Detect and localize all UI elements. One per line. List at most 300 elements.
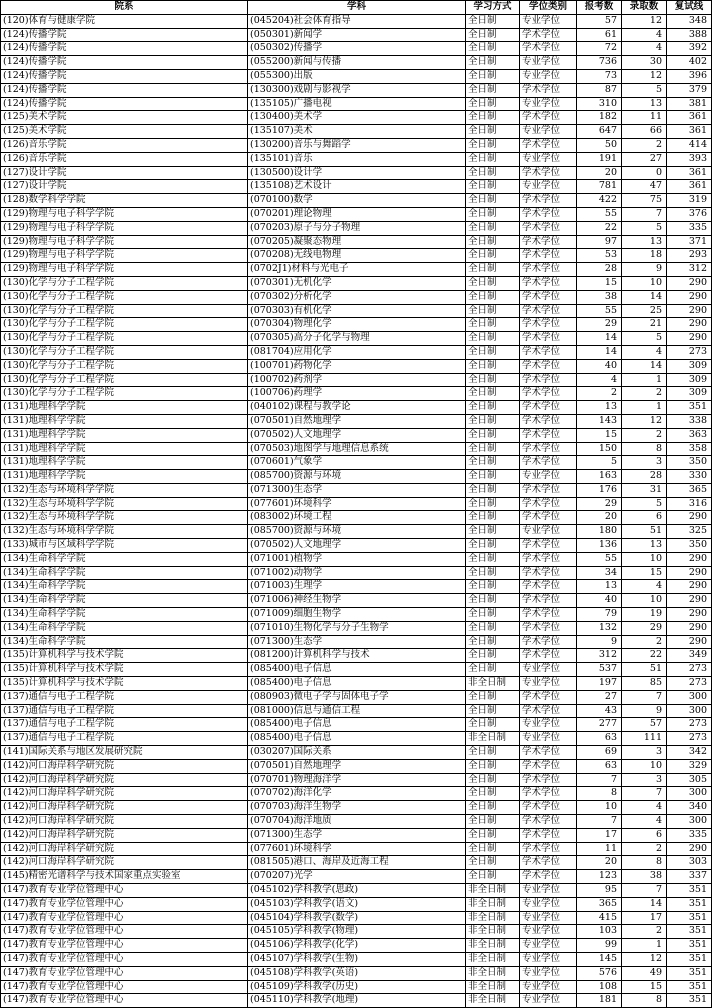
cell-cutoff: 402 [667, 56, 712, 70]
cell-department: (147)教育专业学位管理中心 [1, 911, 248, 925]
cell-applicants: 365 [577, 897, 622, 911]
cell-admitted: 10 [622, 594, 667, 608]
cell-cutoff: 351 [667, 897, 712, 911]
cell-study-mode: 全日制 [466, 594, 520, 608]
cell-subject: (071300)生态学 [248, 483, 466, 497]
cell-subject: (071001)植物学 [248, 552, 466, 566]
cell-admitted: 22 [622, 649, 667, 663]
table-row [1, 746, 712, 760]
cell-applicants: 97 [577, 235, 622, 249]
cell-subject: (070503)地图学与地理信息系统 [248, 442, 466, 456]
cell-admitted: 4 [622, 580, 667, 594]
cell-cutoff: 350 [667, 539, 712, 553]
cell-applicants: 99 [577, 939, 622, 953]
cell-subject: (135108)艺术设计 [248, 180, 466, 194]
table-row [1, 152, 712, 166]
cell-cutoff: 309 [667, 387, 712, 401]
cell-subject: (070502)人文地理学 [248, 428, 466, 442]
cell-applicants: 50 [577, 138, 622, 152]
cell-applicants: 176 [577, 483, 622, 497]
cell-department: (147)教育专业学位管理中心 [1, 952, 248, 966]
cell-subject: (130200)音乐与舞蹈学 [248, 138, 466, 152]
cell-degree-type: 学术学位 [520, 207, 577, 221]
cell-study-mode: 全日制 [466, 497, 520, 511]
cell-department: (129)物理与电子科学学院 [1, 235, 248, 249]
cell-applicants: 123 [577, 870, 622, 884]
cell-subject: (045107)学科教学(生物) [248, 952, 466, 966]
cell-degree-type: 学术学位 [520, 276, 577, 290]
cell-cutoff: 351 [667, 966, 712, 980]
cell-study-mode: 全日制 [466, 290, 520, 304]
cell-degree-type: 学术学位 [520, 608, 577, 622]
cell-admitted: 5 [622, 332, 667, 346]
cell-study-mode: 全日制 [466, 649, 520, 663]
cell-subject: (071002)动物学 [248, 566, 466, 580]
cell-admitted: 30 [622, 56, 667, 70]
cell-study-mode: 全日制 [466, 566, 520, 580]
cell-study-mode: 全日制 [466, 125, 520, 139]
cell-applicants: 422 [577, 194, 622, 208]
cell-cutoff: 319 [667, 194, 712, 208]
cell-subject: (070601)气象学 [248, 456, 466, 470]
cell-admitted: 47 [622, 180, 667, 194]
table-row [1, 635, 712, 649]
cell-subject: (070702)海洋化学 [248, 787, 466, 801]
cell-subject: (055200)新闻与传播 [248, 56, 466, 70]
table-row [1, 552, 712, 566]
cell-admitted: 2 [622, 842, 667, 856]
cell-applicants: 40 [577, 359, 622, 373]
table-row [1, 373, 712, 387]
cell-applicants: 576 [577, 966, 622, 980]
cell-cutoff: 290 [667, 566, 712, 580]
cell-admitted: 17 [622, 911, 667, 925]
cell-study-mode: 全日制 [466, 511, 520, 525]
table-row [1, 732, 712, 746]
cell-degree-type: 学术学位 [520, 166, 577, 180]
cell-degree-type: 专业学位 [520, 994, 577, 1008]
cell-degree-type: 专业学位 [520, 911, 577, 925]
table-row [1, 249, 712, 263]
cell-degree-type: 学术学位 [520, 111, 577, 125]
cell-applicants: 5 [577, 456, 622, 470]
table-row [1, 759, 712, 773]
table-row [1, 787, 712, 801]
cell-admitted: 13 [622, 539, 667, 553]
cell-admitted: 57 [622, 718, 667, 732]
header-admitted: 录取数 [622, 1, 667, 15]
table-row [1, 704, 712, 718]
table-row [1, 539, 712, 553]
cell-cutoff: 329 [667, 759, 712, 773]
cell-degree-type: 学术学位 [520, 704, 577, 718]
cell-admitted: 2 [622, 387, 667, 401]
cell-cutoff: 335 [667, 221, 712, 235]
cell-applicants: 73 [577, 69, 622, 83]
cell-admitted: 7 [622, 787, 667, 801]
cell-cutoff: 290 [667, 552, 712, 566]
cell-degree-type: 学术学位 [520, 649, 577, 663]
cell-admitted: 85 [622, 677, 667, 691]
cell-applicants: 20 [577, 511, 622, 525]
cell-department: (130)化学与分子工程学院 [1, 276, 248, 290]
cell-cutoff: 273 [667, 677, 712, 691]
cell-applicants: 11 [577, 842, 622, 856]
cell-degree-type: 学术学位 [520, 621, 577, 635]
cell-department: (147)教育专业学位管理中心 [1, 980, 248, 994]
cell-admitted: 66 [622, 125, 667, 139]
cell-department: (134)生命科学学院 [1, 621, 248, 635]
cell-subject: (070100)数学 [248, 194, 466, 208]
cell-subject: (045109)学科教学(历史) [248, 980, 466, 994]
cell-study-mode: 非全日制 [466, 966, 520, 980]
table-row [1, 828, 712, 842]
cell-admitted: 7 [622, 884, 667, 898]
cell-degree-type: 专业学位 [520, 14, 577, 28]
cell-degree-type: 学术学位 [520, 842, 577, 856]
cell-subject: (070701)物理海洋学 [248, 773, 466, 787]
cell-applicants: 29 [577, 497, 622, 511]
cell-degree-type: 学术学位 [520, 373, 577, 387]
cell-admitted: 4 [622, 42, 667, 56]
cell-department: (130)化学与分子工程学院 [1, 387, 248, 401]
cell-degree-type: 专业学位 [520, 470, 577, 484]
cell-study-mode: 全日制 [466, 815, 520, 829]
cell-department: (131)地理科学学院 [1, 456, 248, 470]
cell-degree-type: 学术学位 [520, 580, 577, 594]
table-row [1, 83, 712, 97]
cell-cutoff: 371 [667, 235, 712, 249]
cell-cutoff: 381 [667, 97, 712, 111]
cell-study-mode: 全日制 [466, 635, 520, 649]
cell-cutoff: 300 [667, 690, 712, 704]
table-row [1, 414, 712, 428]
cell-degree-type: 学术学位 [520, 221, 577, 235]
cell-applicants: 647 [577, 125, 622, 139]
cell-degree-type: 专业学位 [520, 69, 577, 83]
cell-subject: (135105)广播电视 [248, 97, 466, 111]
cell-study-mode: 全日制 [466, 304, 520, 318]
cell-subject: (130500)设计学 [248, 166, 466, 180]
table-row [1, 318, 712, 332]
cell-admitted: 3 [622, 456, 667, 470]
cell-degree-type: 学术学位 [520, 442, 577, 456]
cell-study-mode: 非全日制 [466, 677, 520, 691]
cell-cutoff: 342 [667, 746, 712, 760]
cell-cutoff: 305 [667, 773, 712, 787]
cell-degree-type: 专业学位 [520, 732, 577, 746]
cell-cutoff: 363 [667, 428, 712, 442]
cell-degree-type: 专业学位 [520, 677, 577, 691]
table-row [1, 456, 712, 470]
cell-degree-type: 专业学位 [520, 663, 577, 677]
cell-cutoff: 309 [667, 359, 712, 373]
cell-admitted: 5 [622, 497, 667, 511]
cell-applicants: 43 [577, 704, 622, 718]
cell-department: (134)生命科学学院 [1, 580, 248, 594]
cell-cutoff: 376 [667, 207, 712, 221]
cell-study-mode: 非全日制 [466, 925, 520, 939]
cell-applicants: 14 [577, 345, 622, 359]
cell-subject: (071009)细胞生物学 [248, 608, 466, 622]
cell-department: (132)生态与环境科学学院 [1, 497, 248, 511]
cell-applicants: 55 [577, 304, 622, 318]
cell-admitted: 1 [622, 401, 667, 415]
cell-admitted: 10 [622, 759, 667, 773]
cell-cutoff: 338 [667, 414, 712, 428]
cell-degree-type: 学术学位 [520, 746, 577, 760]
cell-degree-type: 专业学位 [520, 925, 577, 939]
cell-degree-type: 学术学位 [520, 138, 577, 152]
cell-study-mode: 全日制 [466, 345, 520, 359]
cell-admitted: 14 [622, 359, 667, 373]
cell-applicants: 38 [577, 290, 622, 304]
cell-degree-type: 专业学位 [520, 884, 577, 898]
cell-degree-type: 学术学位 [520, 304, 577, 318]
cell-degree-type: 学术学位 [520, 773, 577, 787]
cell-admitted: 4 [622, 801, 667, 815]
cell-degree-type: 学术学位 [520, 249, 577, 263]
cell-applicants: 182 [577, 111, 622, 125]
cell-study-mode: 全日制 [466, 414, 520, 428]
table-row [1, 952, 712, 966]
cell-applicants: 277 [577, 718, 622, 732]
cell-study-mode: 全日制 [466, 138, 520, 152]
cell-study-mode: 全日制 [466, 525, 520, 539]
cell-department: (127)设计学院 [1, 166, 248, 180]
cell-study-mode: 全日制 [466, 152, 520, 166]
cell-study-mode: 非全日制 [466, 994, 520, 1008]
cell-degree-type: 学术学位 [520, 332, 577, 346]
cell-study-mode: 全日制 [466, 318, 520, 332]
cell-subject: (050301)新闻学 [248, 28, 466, 42]
cell-admitted: 3 [622, 773, 667, 787]
cell-cutoff: 273 [667, 663, 712, 677]
cell-degree-type: 学术学位 [520, 401, 577, 415]
cell-admitted: 3 [622, 746, 667, 760]
cell-department: (131)地理科学学院 [1, 414, 248, 428]
cell-applicants: 69 [577, 746, 622, 760]
cell-subject: (085400)电子信息 [248, 732, 466, 746]
table-row [1, 649, 712, 663]
cell-applicants: 87 [577, 83, 622, 97]
cell-study-mode: 全日制 [466, 263, 520, 277]
table-row [1, 663, 712, 677]
cell-applicants: 2 [577, 387, 622, 401]
cell-subject: (070704)海洋地质 [248, 815, 466, 829]
cell-study-mode: 全日制 [466, 773, 520, 787]
cell-admitted: 9 [622, 263, 667, 277]
cell-study-mode: 非全日制 [466, 980, 520, 994]
cell-study-mode: 全日制 [466, 401, 520, 415]
cell-cutoff: 361 [667, 125, 712, 139]
cell-study-mode: 全日制 [466, 276, 520, 290]
cell-admitted: 49 [622, 966, 667, 980]
cell-admitted: 19 [622, 608, 667, 622]
cell-applicants: 13 [577, 580, 622, 594]
table-row [1, 594, 712, 608]
cell-applicants: 736 [577, 56, 622, 70]
cell-subject: (070207)光学 [248, 870, 466, 884]
cell-department: (130)化学与分子工程学院 [1, 345, 248, 359]
cell-subject: (135107)美术 [248, 125, 466, 139]
cell-subject: (083002)环境工程 [248, 511, 466, 525]
cell-degree-type: 学术学位 [520, 856, 577, 870]
cell-study-mode: 全日制 [466, 14, 520, 28]
cell-subject: (070203)原子与分子物理 [248, 221, 466, 235]
cell-degree-type: 专业学位 [520, 152, 577, 166]
cell-admitted: 12 [622, 14, 667, 28]
table-row [1, 497, 712, 511]
cell-admitted: 4 [622, 28, 667, 42]
cell-study-mode: 全日制 [466, 28, 520, 42]
cell-study-mode: 全日制 [466, 704, 520, 718]
table-row [1, 608, 712, 622]
table-row [1, 566, 712, 580]
cell-admitted: 13 [622, 235, 667, 249]
cell-cutoff: 290 [667, 511, 712, 525]
cell-applicants: 61 [577, 28, 622, 42]
cell-applicants: 145 [577, 952, 622, 966]
cell-applicants: 20 [577, 856, 622, 870]
cell-cutoff: 348 [667, 14, 712, 28]
table-row [1, 42, 712, 56]
cell-study-mode: 全日制 [466, 621, 520, 635]
cell-subject: (045204)社会体育指导 [248, 14, 466, 28]
cell-cutoff: 392 [667, 42, 712, 56]
cell-study-mode: 全日制 [466, 746, 520, 760]
cell-admitted: 2 [622, 428, 667, 442]
cell-department: (130)化学与分子工程学院 [1, 359, 248, 373]
cell-applicants: 312 [577, 649, 622, 663]
cell-degree-type: 学术学位 [520, 414, 577, 428]
cell-study-mode: 全日制 [466, 56, 520, 70]
cell-department: (124)传播学院 [1, 28, 248, 42]
cell-cutoff: 349 [667, 649, 712, 663]
cell-cutoff: 335 [667, 828, 712, 842]
cell-study-mode: 全日制 [466, 787, 520, 801]
cell-applicants: 55 [577, 207, 622, 221]
cell-degree-type: 学术学位 [520, 345, 577, 359]
cell-department: (131)地理科学学院 [1, 401, 248, 415]
cell-applicants: 143 [577, 414, 622, 428]
cell-department: (142)河口海岸科学研究院 [1, 759, 248, 773]
cell-department: (132)生态与环境科学学院 [1, 483, 248, 497]
table-row [1, 180, 712, 194]
cell-department: (132)生态与环境科学学院 [1, 511, 248, 525]
cell-admitted: 12 [622, 414, 667, 428]
table-row [1, 428, 712, 442]
cell-department: (124)传播学院 [1, 42, 248, 56]
table-row [1, 939, 712, 953]
cell-department: (135)计算机科学与技术学院 [1, 663, 248, 677]
cell-cutoff: 361 [667, 166, 712, 180]
cell-admitted: 12 [622, 952, 667, 966]
cell-subject: (070501)自然地理学 [248, 759, 466, 773]
cell-study-mode: 全日制 [466, 221, 520, 235]
table-row [1, 470, 712, 484]
cell-admitted: 10 [622, 276, 667, 290]
cell-department: (130)化学与分子工程学院 [1, 318, 248, 332]
cell-applicants: 163 [577, 470, 622, 484]
cell-study-mode: 全日制 [466, 801, 520, 815]
cell-degree-type: 学术学位 [520, 828, 577, 842]
cell-study-mode: 全日制 [466, 718, 520, 732]
cell-admitted: 28 [622, 470, 667, 484]
cell-study-mode: 全日制 [466, 870, 520, 884]
cell-applicants: 103 [577, 925, 622, 939]
cell-study-mode: 全日制 [466, 759, 520, 773]
cell-applicants: 14 [577, 332, 622, 346]
cell-department: (132)生态与环境科学学院 [1, 525, 248, 539]
table-row [1, 856, 712, 870]
cell-cutoff: 290 [667, 608, 712, 622]
cell-applicants: 180 [577, 525, 622, 539]
cell-department: (142)河口海岸科学研究院 [1, 773, 248, 787]
cell-applicants: 57 [577, 14, 622, 28]
cell-admitted: 5 [622, 83, 667, 97]
cell-cutoff: 361 [667, 111, 712, 125]
cell-applicants: 150 [577, 442, 622, 456]
table-row [1, 263, 712, 277]
cell-degree-type: 专业学位 [520, 952, 577, 966]
cell-department: (124)传播学院 [1, 69, 248, 83]
cell-admitted: 15 [622, 566, 667, 580]
cell-subject: (070208)无线电物理 [248, 249, 466, 263]
cell-cutoff: 330 [667, 470, 712, 484]
cell-applicants: 17 [577, 828, 622, 842]
cell-department: (142)河口海岸科学研究院 [1, 856, 248, 870]
cell-cutoff: 396 [667, 69, 712, 83]
cell-degree-type: 学术学位 [520, 387, 577, 401]
cell-subject: (045108)学科教学(英语) [248, 966, 466, 980]
cell-admitted: 1 [622, 373, 667, 387]
cell-department: (126)音乐学院 [1, 138, 248, 152]
cell-admitted: 5 [622, 221, 667, 235]
cell-applicants: 40 [577, 594, 622, 608]
cell-admitted: 75 [622, 194, 667, 208]
cell-applicants: 34 [577, 566, 622, 580]
table-row [1, 304, 712, 318]
cell-degree-type: 专业学位 [520, 980, 577, 994]
cell-degree-type: 学术学位 [520, 483, 577, 497]
cell-admitted: 38 [622, 870, 667, 884]
cell-study-mode: 全日制 [466, 207, 520, 221]
table-row [1, 194, 712, 208]
cell-subject: (100702)药剂学 [248, 373, 466, 387]
cell-degree-type: 学术学位 [520, 511, 577, 525]
table-row [1, 801, 712, 815]
table-row [1, 345, 712, 359]
cell-admitted: 7 [622, 690, 667, 704]
cell-admitted: 21 [622, 318, 667, 332]
cell-subject: (045102)学科教学(思政) [248, 884, 466, 898]
cell-subject: (050302)传播学 [248, 42, 466, 56]
cell-department: (142)河口海岸科学研究院 [1, 801, 248, 815]
cell-study-mode: 全日制 [466, 83, 520, 97]
cell-study-mode: 全日制 [466, 608, 520, 622]
cell-applicants: 415 [577, 911, 622, 925]
cell-subject: (085400)电子信息 [248, 677, 466, 691]
cell-subject: (071300)生态学 [248, 635, 466, 649]
cell-subject: (070502)人文地理学 [248, 539, 466, 553]
cell-degree-type: 学术学位 [520, 194, 577, 208]
cell-subject: (081704)应用化学 [248, 345, 466, 359]
cell-study-mode: 全日制 [466, 842, 520, 856]
cell-study-mode: 全日制 [466, 166, 520, 180]
cell-admitted: 0 [622, 166, 667, 180]
cell-subject: (071006)神经生物学 [248, 594, 466, 608]
